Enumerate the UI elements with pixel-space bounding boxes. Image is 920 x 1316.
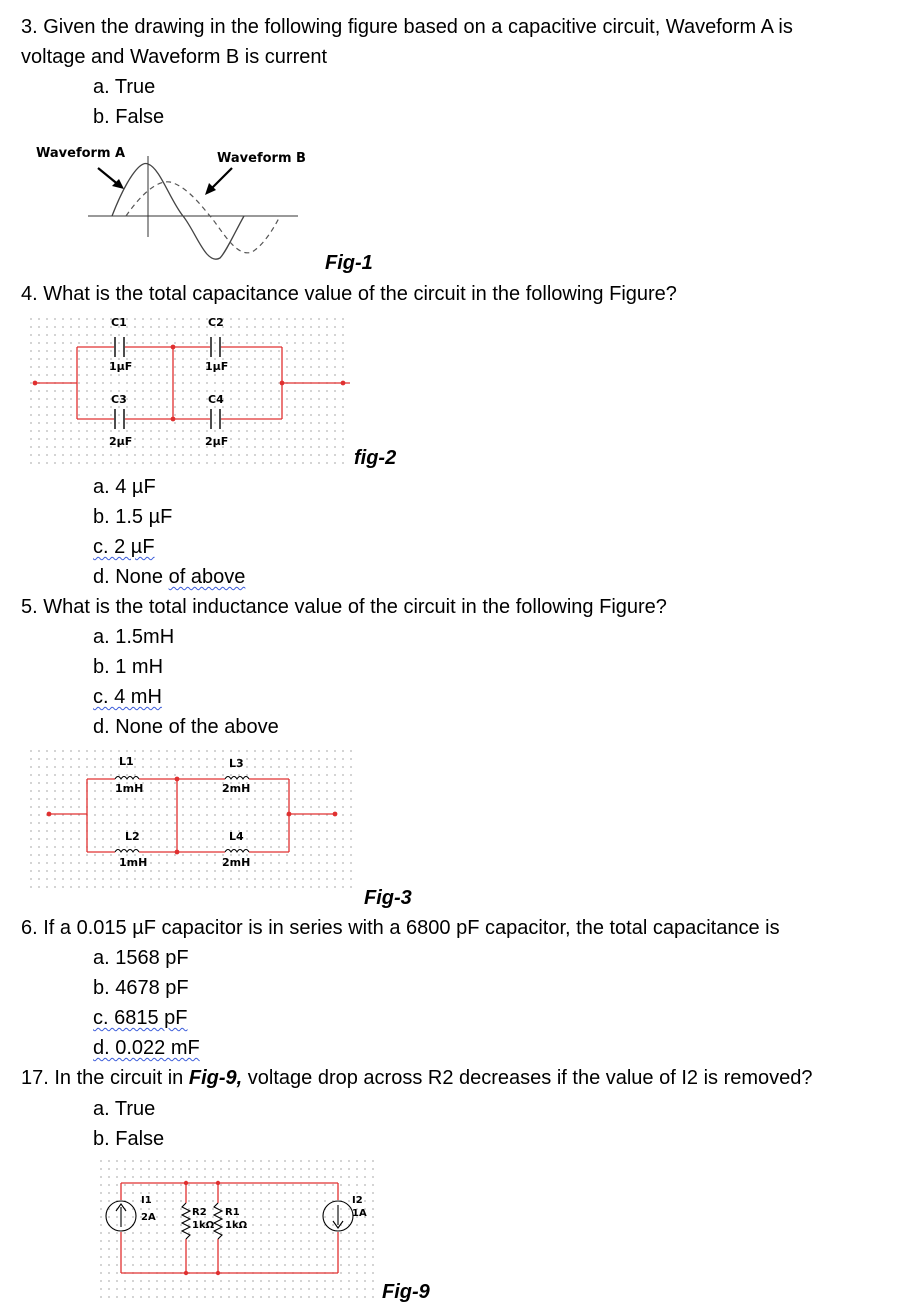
q3-option-a[interactable]: a. True [93,76,156,98]
fig9-r2-label: R2 [192,1207,207,1218]
fig9-i1-value: 2A [141,1212,156,1223]
fig2-c4-value: 2µF [205,435,229,448]
q17-text-pre: 17. In the circuit in [21,1067,189,1089]
q5-option-d[interactable]: d. None of the above [93,716,279,738]
fig9-r1-label: R1 [225,1207,240,1218]
q5-option-c[interactable] [93,685,162,709]
q6-option-d-text: d. 0.022 mF [93,1037,200,1059]
q5-option-b[interactable]: b. 1 mH [93,656,164,678]
fig3-l3-value: 2mH [222,782,251,795]
q4-option-a[interactable]: a. 4 µF [93,476,156,498]
q6-option-a[interactable]: a. 1568 pF [93,947,189,969]
q5-text: 5. What is the total inductance value of the circuit in the following Figure? [21,596,667,618]
fig1-waveform-diagram [30,140,330,270]
q3-text-line2: voltage and Waveform B is current [21,46,328,68]
fig3-caption: Fig-3 [364,887,412,909]
fig2-c2-value: 1µF [205,360,229,373]
q6-option-c[interactable] [93,1006,188,1030]
fig3-l3-label: L3 [229,757,244,770]
fig3-l1-value: 1mH [115,782,144,795]
fig3-l2-label: L2 [125,830,140,843]
q4-text: 4. What is the total capacitance value of the circuit in the following Figure? [21,283,677,305]
fig1-label-b: Waveform B [217,151,306,166]
fig1-caption: Fig-1 [325,252,373,274]
q6-option-b[interactable]: b. 4678 pF [93,977,189,999]
fig9-r1-value: 1kΩ [225,1220,248,1231]
fig9-i2-label: I2 [352,1195,363,1206]
q4-option-d-text-pre: d. None [93,566,169,588]
q17-option-a[interactable]: a. True [93,1098,156,1120]
q4-option-d-text-post: of above [168,566,246,588]
fig9-circuit [97,1157,377,1303]
fig9-i1-label: I1 [141,1195,152,1206]
fig2-c2-label: C2 [208,316,224,329]
fig9-caption: Fig-9 [382,1281,430,1303]
q4-option-d[interactable] [93,565,245,589]
fig2-caption: fig-2 [354,447,397,469]
fig9-i2-value: 1A [352,1208,367,1219]
q5-option-c-text: c. 4 mH [93,686,162,708]
q3-option-b[interactable]: b. False [93,106,165,128]
q5-option-a[interactable]: a. 1.5mH [93,626,175,648]
fig3-l4-label: L4 [229,830,244,843]
q6-text: 6. If a 0.015 µF capacitor is in series with a 6800 pF capacitor, the total capacitance is [21,917,780,939]
q4-option-c-text: c. 2 µF [93,536,155,558]
fig2-c3-value: 2µF [109,435,133,448]
fig3-l2-value: 1mH [119,856,148,869]
fig2-c3-label: C3 [111,393,127,406]
fig2-c1-value: 1µF [109,360,133,373]
q17-text-post: voltage drop across R2 decreases if the value of I2 is removed? [242,1067,813,1089]
fig2-c1-label: C1 [111,316,127,329]
q17-text [21,1066,813,1090]
q6-option-c-text: c. 6815 pF [93,1007,188,1029]
q17-fig-ref: Fig-9, [188,1067,243,1089]
fig2-c4-label: C4 [208,393,224,406]
q6-option-d[interactable] [93,1036,200,1060]
q4-option-c[interactable] [93,535,155,559]
fig9-r2-value: 1kΩ [192,1220,215,1231]
fig3-l1-label: L1 [119,755,134,768]
fig3-l4-value: 2mH [222,856,251,869]
fig2-circuit [27,315,350,467]
q3-text-line1: 3. Given the drawing in the following figure based on a capacitive circuit, Waveform A is [21,16,793,38]
q17-option-b[interactable]: b. False [93,1128,165,1150]
fig3-circuit [27,747,352,891]
q4-option-b[interactable]: b. 1.5 µF [93,506,173,528]
fig1-label-a: Waveform A [36,146,126,161]
